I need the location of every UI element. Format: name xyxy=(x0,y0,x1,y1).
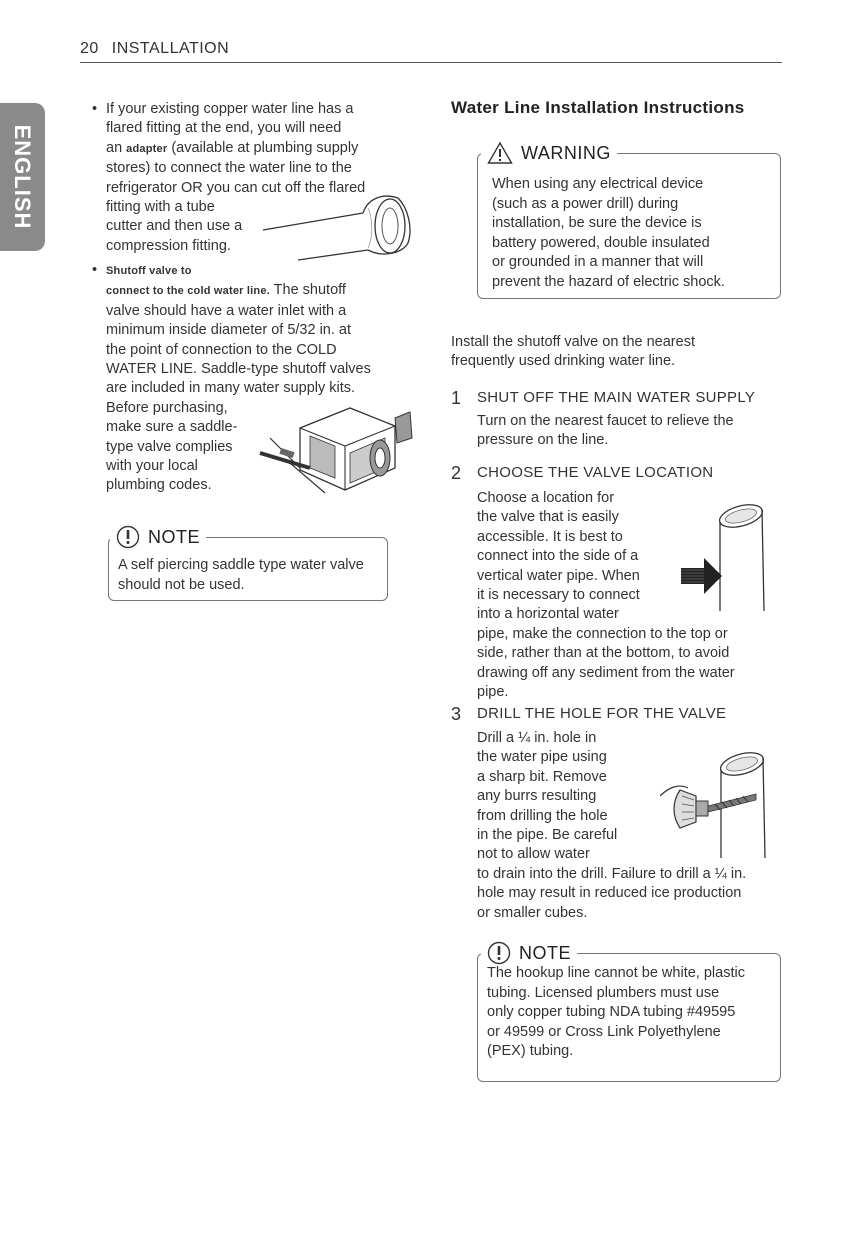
text-line: or 49599 or Cross Link Polyethylene xyxy=(487,1023,721,1040)
text-line: pipe, make the connection to the top or xyxy=(477,625,728,642)
left-note-title xyxy=(110,525,206,549)
vertical-pipe-illustration xyxy=(676,496,776,614)
text-line: Drill a ¼ in. hole in xyxy=(477,730,597,746)
text-line: with your local xyxy=(106,458,198,475)
text-line: the valve that is easily xyxy=(477,509,619,526)
language-tab-label: ENGLISH xyxy=(10,124,35,230)
text-line: battery powered, double insulated xyxy=(492,234,710,251)
text-line: When using any electrical device xyxy=(492,176,704,192)
language-tab xyxy=(0,103,45,251)
text-line xyxy=(106,139,406,159)
caution-circle-icon xyxy=(116,525,140,549)
text-line: prevent the hazard of electric shock. xyxy=(492,273,725,290)
text-line: installation, be sure the device is xyxy=(492,215,702,231)
text-line: not to allow water xyxy=(477,846,590,863)
text-line: refrigerator OR you can cut off the flared xyxy=(106,179,366,196)
text-line: drawing off any sediment from the water xyxy=(477,664,735,681)
text-line xyxy=(106,281,406,301)
text-line: (such as a power drill) during xyxy=(492,195,679,212)
warning-body xyxy=(492,175,777,292)
text-line: tubing. Licensed plumbers must use xyxy=(487,984,720,1001)
warning-triangle-icon xyxy=(487,141,513,165)
text-line: The hookup line cannot be white, plastic xyxy=(487,965,745,981)
caution-circle-icon xyxy=(487,941,511,965)
text-line: compression fitting. xyxy=(106,237,231,254)
text-line: in the pipe. Be careful xyxy=(477,827,618,844)
text-line: the water pipe using xyxy=(477,749,607,766)
text-line: the point of connection to the COLD xyxy=(106,341,337,358)
text-line: side, rather than at the bottom, to avoid xyxy=(477,645,730,662)
text-line: (PEX) tubing. xyxy=(487,1043,574,1059)
text-line: pressure on the line. xyxy=(477,432,609,449)
text-line: Choose a location for xyxy=(477,490,615,506)
text-line: plumbing codes. xyxy=(106,477,212,494)
bold-term: Shutoff valve to xyxy=(106,265,192,277)
intro-text xyxy=(451,333,781,372)
text-line: only copper tubing NDA tubing #49595 xyxy=(487,1004,736,1020)
section-title: INSTALLATION xyxy=(111,40,230,57)
text-line: make sure a saddle- xyxy=(106,419,238,436)
text-line: hole may result in reduced ice production xyxy=(477,885,742,902)
right-note-title xyxy=(481,941,577,965)
text-line: into a horizontal water xyxy=(477,606,619,623)
text-line: are included in many water supply kits. xyxy=(106,380,356,397)
step-body xyxy=(477,412,777,451)
warning-title-text: WARNING xyxy=(521,142,611,163)
bold-term: adapter xyxy=(126,142,168,155)
note-title-text: NOTE xyxy=(148,526,201,547)
drill-pipe-illustration xyxy=(660,746,774,862)
text-line: pipe. xyxy=(477,684,509,701)
text-line: • If your existing copper water line has a xyxy=(106,101,354,117)
text-line: connect into the side of a xyxy=(477,548,639,565)
step-number: 1 xyxy=(451,388,462,408)
right-note-body xyxy=(487,964,777,1062)
flared-fitting-illustration xyxy=(258,178,420,268)
text-line: should not be used. xyxy=(118,576,245,593)
step-title: SHUT OFF THE MAIN WATER SUPPLY xyxy=(477,389,756,406)
text-line: to drain into the drill. Failure to drill a ¼ in. xyxy=(477,865,747,882)
text-line: or grounded in a manner that will xyxy=(492,254,704,270)
text-line: A self piercing saddle type water valve xyxy=(118,557,364,573)
text-line: Before purchasing, xyxy=(106,399,228,416)
page-header xyxy=(80,40,782,63)
text-line: Turn on the nearest faucet to relieve the xyxy=(477,413,734,429)
saddle-valve-illustration xyxy=(250,398,420,498)
step-title: CHOOSE THE VALVE LOCATION xyxy=(477,464,714,481)
text-line: cutter and then use a xyxy=(106,218,243,235)
text-line: WATER LINE. Saddle-type shutoff valves xyxy=(106,361,371,378)
text-line: any burrs resulting xyxy=(477,788,597,805)
note-title-text: NOTE xyxy=(519,942,572,963)
step-number: 2 xyxy=(451,463,462,483)
text-line: flared fitting at the end, you will need xyxy=(106,120,342,137)
text-line: valve should have a water inlet with a xyxy=(106,302,347,319)
section-heading: Water Line Installation Instructions xyxy=(451,98,745,117)
left-note-body xyxy=(118,556,388,595)
text-run: (available at plumbing supply xyxy=(167,139,359,156)
warning-title xyxy=(481,141,617,165)
text-line: fitting with a tube xyxy=(106,199,215,216)
text-line: or smaller cubes. xyxy=(477,904,588,921)
step-number: 3 xyxy=(451,704,462,724)
text-run: The shutoff xyxy=(269,282,346,299)
text-line: minimum inside diameter of 5/32 in. at xyxy=(106,322,351,339)
text-line: Install the shutoff valve on the nearest xyxy=(451,334,695,350)
text-run: an xyxy=(106,139,127,156)
text-line: from drilling the hole xyxy=(477,807,608,824)
step-title: DRILL THE HOLE FOR THE VALVE xyxy=(477,705,727,722)
text-line xyxy=(106,261,406,281)
page-number: 20 xyxy=(80,40,99,57)
text-line: it is necessary to connect xyxy=(477,587,640,604)
text-line: a sharp bit. Remove xyxy=(477,768,607,785)
text-line: vertical water pipe. When xyxy=(477,567,640,584)
text-line: frequently used drinking water line. xyxy=(451,353,676,370)
text-line: stores) to connect the water line to the xyxy=(106,160,352,177)
text-line: type valve complies xyxy=(106,438,233,455)
bold-term: connect to the cold water line. xyxy=(106,285,270,298)
text-line: accessible. It is best to xyxy=(477,528,623,545)
